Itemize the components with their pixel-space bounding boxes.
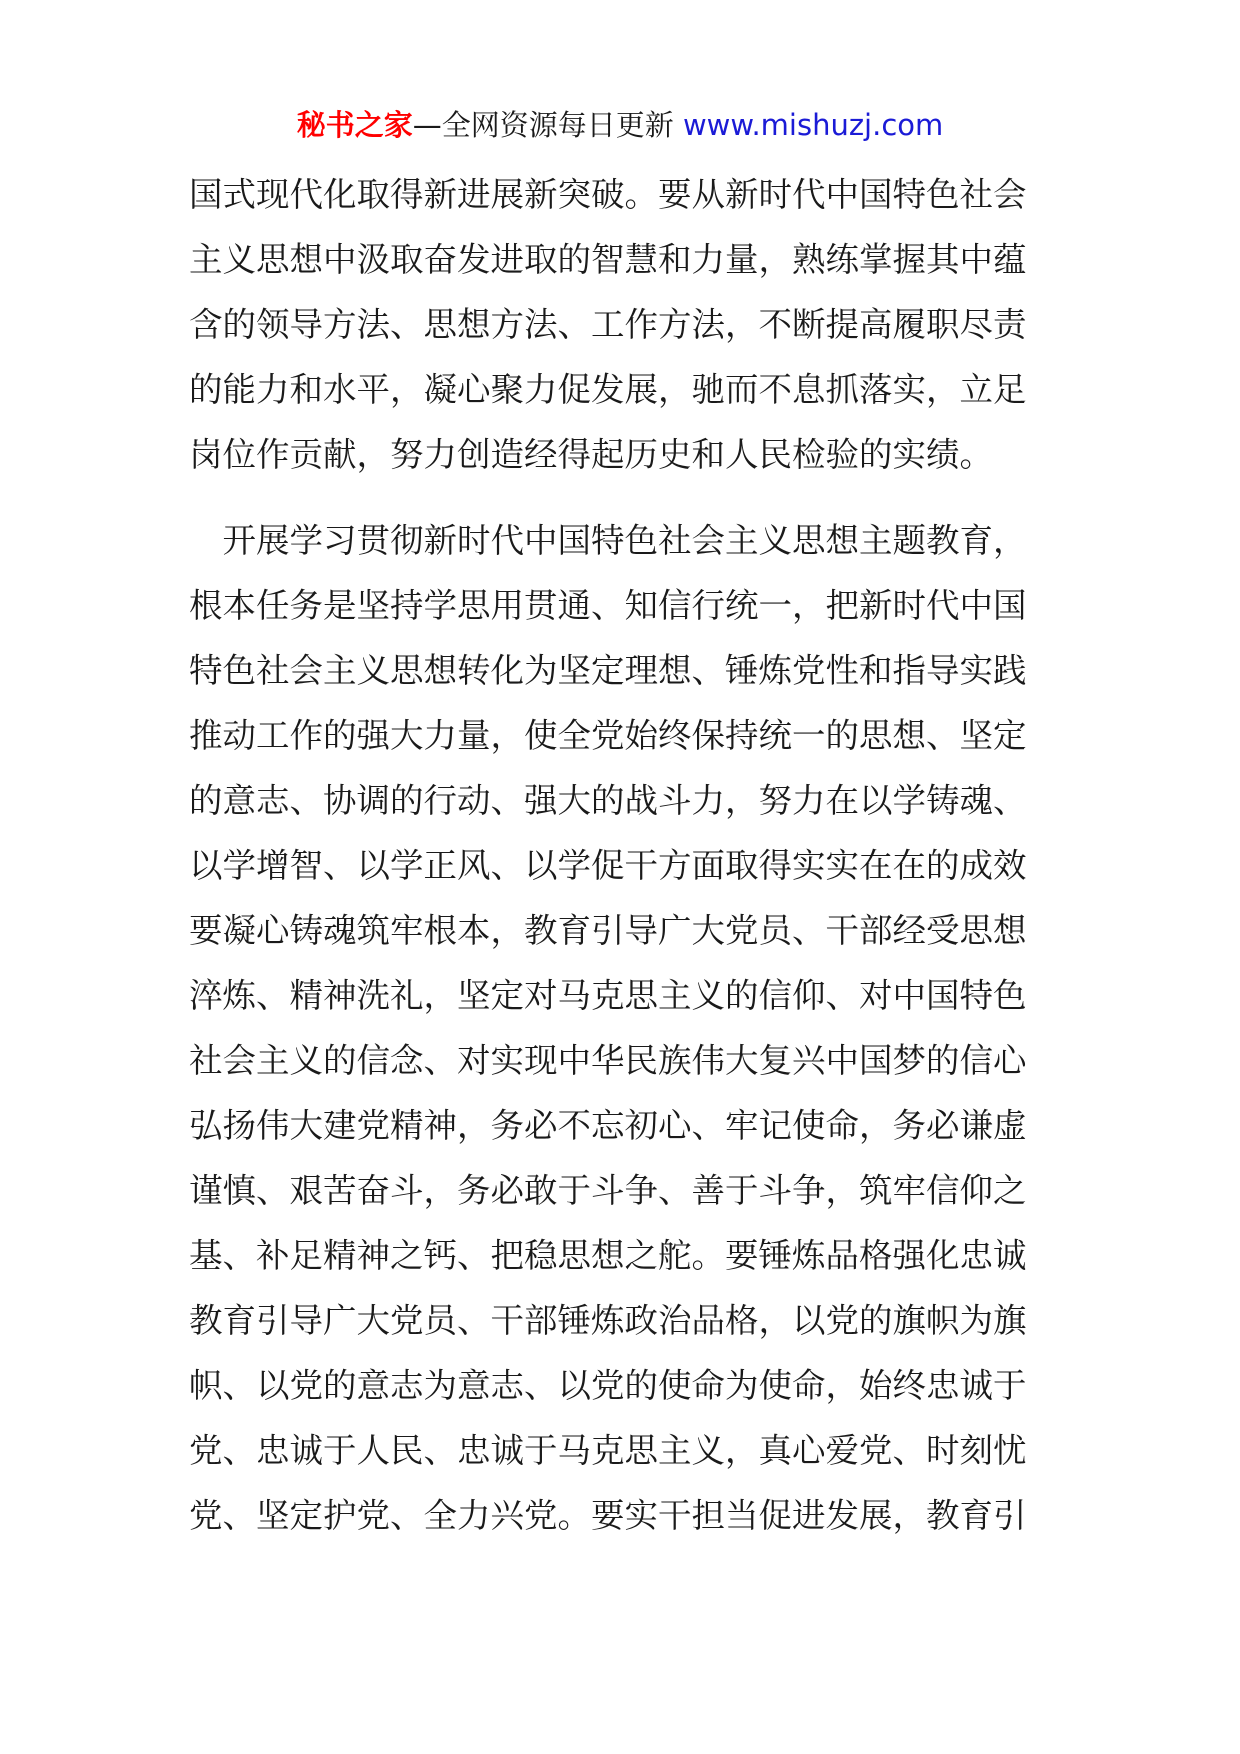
text-line: 国式现代化取得新进展新突破。要从新时代中国特色社会	[189, 175, 1027, 214]
paragraph-1	[189, 162, 1069, 487]
text-line: 社会主义的信念、对实现中华民族伟大复兴中国梦的信心	[189, 1041, 1027, 1080]
header-dash: —	[412, 108, 442, 142]
text-line: 推动工作的强大力量，使全党始终保持统一的思想、坚定	[189, 716, 1027, 755]
text-line: 根本任务是坚持学思用贯通、知信行统一，把新时代中国	[189, 586, 1027, 625]
text-line: 党、忠诚于人民、忠诚于马克思主义，真心爱党、时刻忧	[189, 1431, 1027, 1470]
text-line: 要凝心铸魂筑牢根本，教育引导广大党员、干部经受思想	[189, 911, 1027, 950]
brand-name: 秘书之家	[296, 108, 413, 142]
text-line: 含的领导方法、思想方法、工作方法，不断提高履职尽责	[189, 305, 1027, 344]
text-line: 特色社会主义思想转化为坚定理想、锤炼党性和指导实践	[189, 651, 1027, 690]
text-line: 的能力和水平，凝心聚力促发展，驰而不息抓落实，立足	[189, 370, 1027, 409]
text-line: 弘扬伟大建党精神，务必不忘初心、牢记使命，务必谦虚	[189, 1106, 1027, 1145]
document-body	[189, 162, 1069, 1548]
header-subtitle: 全网资源每日更新	[441, 108, 674, 142]
text-line: 帜、以党的意志为意志、以党的使命为使命，始终忠诚于	[189, 1366, 1027, 1405]
text-line: 谨慎、艰苦奋斗，务必敢于斗争、善于斗争，筑牢信仰之	[189, 1171, 1027, 1210]
text-line: 教育引导广大党员、干部锤炼政治品格，以党的旗帜为旗	[189, 1301, 1027, 1340]
text-line: 开展学习贯彻新时代中国特色社会主义思想主题教育，	[189, 521, 1027, 560]
text-line: 岗位作贡献，努力创造经得起历史和人民检验的实绩。	[189, 435, 993, 474]
header-url-link[interactable]: www.mishuzj.com	[682, 108, 944, 142]
text-line: 主义思想中汲取奋发进取的智慧和力量，熟练掌握其中蕴	[189, 240, 1027, 279]
text-line: 党、坚定护党、全力兴党。要实干担当促进发展，教育引	[189, 1496, 1027, 1535]
text-line: 以学增智、以学正风、以学促干方面取得实实在在的成效	[189, 846, 1027, 885]
text-line: 的意志、协调的行动、强大的战斗力，努力在以学铸魂、	[189, 781, 1027, 820]
text-line: 基、补足精神之钙、把稳思想之舵。要锤炼品格强化忠诚	[189, 1236, 1027, 1275]
text-line: 淬炼、精神洗礼，坚定对马克思主义的信仰、对中国特色	[189, 976, 1027, 1015]
paragraph-2	[189, 508, 1069, 1548]
page-header	[0, 100, 1240, 150]
